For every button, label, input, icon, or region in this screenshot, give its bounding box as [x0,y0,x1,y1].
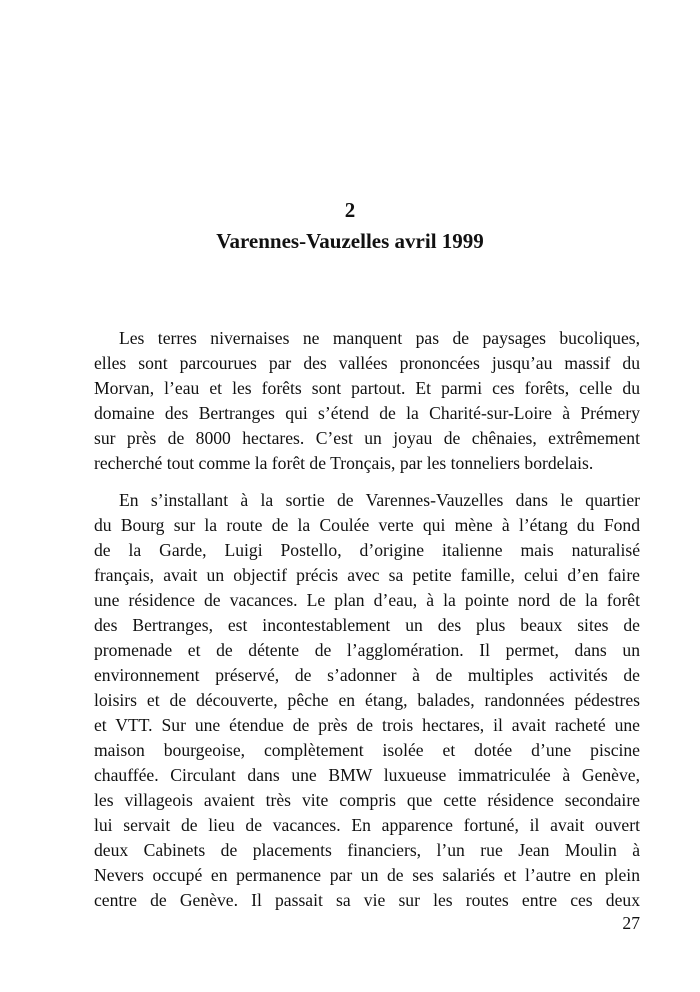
text-line: les villageois avaient très vite compris que cette résidence secondaire [94,790,640,810]
text-line: lui servait de lieu de vacances. En apparence fortuné, il avait ouvert [94,815,640,835]
text-line: loisirs et de découverte, pêche en étang, balades, randonnées pédestres [94,690,640,710]
text-line: maison bourgeoise, complètement isolée et dotée d’une piscine [94,740,640,760]
page-number: 27 [622,913,640,933]
text-line: environnement préservé, de s’adonner à de multiples activités de [94,665,640,685]
text-line: centre de Genève. Il passait sa vie sur les routes entre ces deux [94,890,640,910]
text-line: chauffée. Circulant dans une BMW luxueuse immatriculée à Genève, [94,765,640,785]
text-line: Nevers occupé en permanence par un de ses salariés et l’autre en plein [94,865,640,885]
text-line: deux Cabinets de placements financiers, l’un rue Jean Moulin à [94,840,640,860]
text-line: de la Garde, Luigi Postello, d’origine italienne mais naturalisé [94,540,640,560]
text-line: Morvan, l’eau et les forêts sont partout. Et parmi ces forêts, celle du [94,378,640,398]
text-line: recherché tout comme la forêt de Tronçais, par les tonneliers bordelais. [94,453,594,473]
text-line: des Bertranges, est incontestablement un des plus beaux sites de [94,615,640,635]
text-line: elles sont parcourues par des vallées prononcées jusqu’au massif du [94,353,640,373]
text-line: sur près de 8000 hectares. C’est un joyau de chênaies, extrêmement [94,428,640,448]
chapter-title: Varennes-Vauzelles avril 1999 [216,229,484,253]
text-line: du Bourg sur la route de la Coulée verte qui mène à l’étang du Fond [94,515,640,535]
paragraph-2 [94,488,640,913]
chapter-number: 2 [344,198,356,222]
text-line: Les terres nivernaises ne manquent pas de paysages bucoliques, [119,328,640,348]
paragraph-1 [94,326,640,476]
text-line: promenade et de détente de l’agglomération. Il permet, dans un [94,640,640,660]
text-line: domaine des Bertranges qui s’étend de la Charité-sur-Loire à Prémery [94,403,640,423]
text-line: français, avait un objectif précis avec sa petite famille, celui d’en faire [94,565,640,585]
text-line: En s’installant à la sortie de Varennes-Vauzelles dans le quartier [119,490,640,510]
text-line: une résidence de vacances. Le plan d’eau, à la pointe nord de la forêt [94,590,640,610]
text-line: et VTT. Sur une étendue de près de trois hectares, il avait racheté une [94,715,640,735]
